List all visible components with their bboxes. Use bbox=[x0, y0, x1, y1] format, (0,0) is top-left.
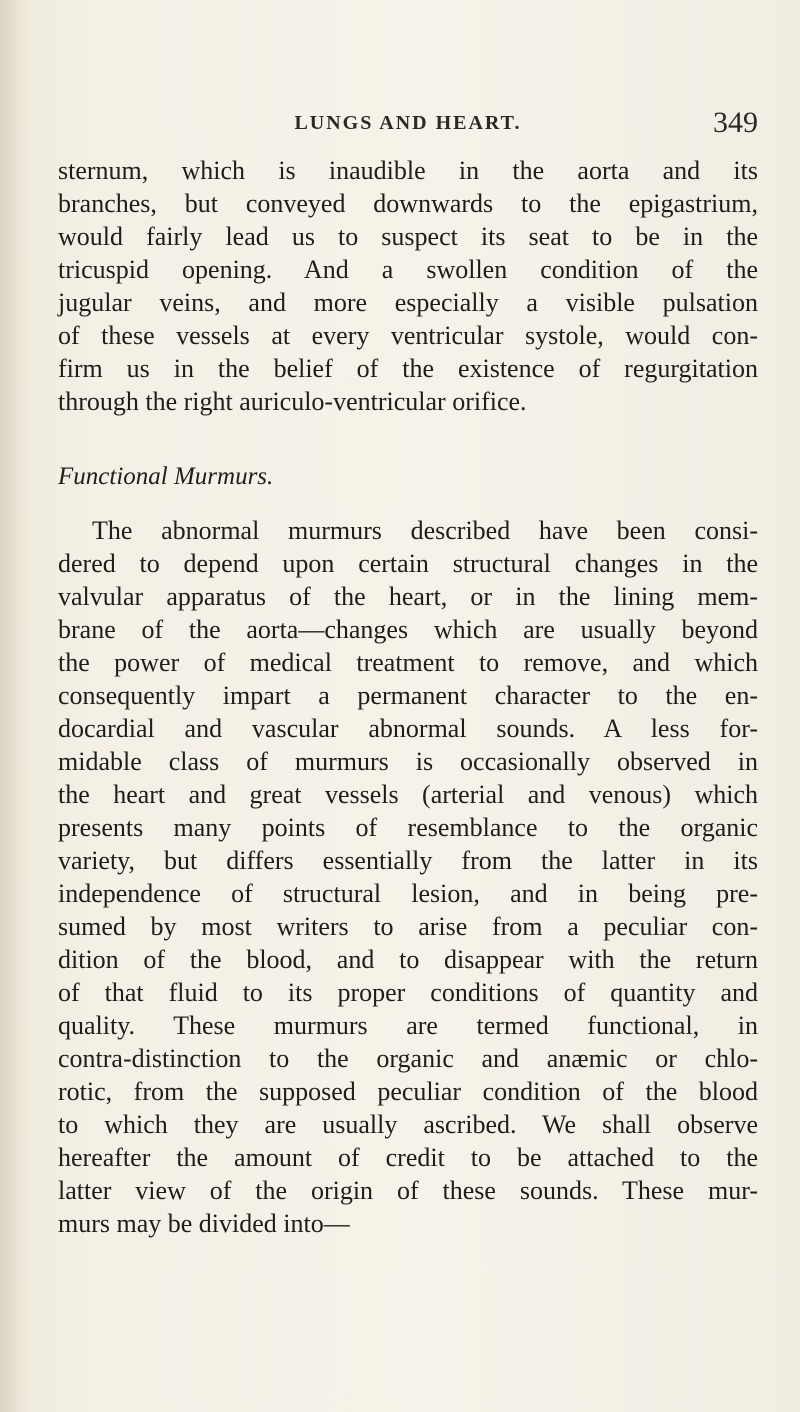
page-gutter-shadow bbox=[0, 0, 28, 1412]
text-line: to which they are usually ascribed. We shall observe bbox=[58, 1110, 758, 1139]
text-line: latter view of the origin of these sounds. These mur- bbox=[58, 1176, 758, 1205]
text-line: docardial and vascular abnormal sounds. A less for- bbox=[58, 714, 758, 743]
body-text bbox=[58, 154, 758, 1240]
text-line: The abnormal murmurs described have been consi- bbox=[92, 516, 758, 545]
text-line: quality. These murmurs are termed functional, in bbox=[58, 1011, 758, 1040]
text-line: sternum, which is inaudible in the aorta and its bbox=[58, 156, 758, 185]
text-line: brane of the aorta—changes which are usually beyond bbox=[58, 615, 758, 644]
text-line: midable class of murmurs is occasionally observed in bbox=[58, 747, 758, 776]
text-line: of these vessels at every ventricular systole, would con- bbox=[58, 321, 758, 350]
text-line: rotic, from the supposed peculiar condition of the blood bbox=[58, 1077, 758, 1106]
text-line: valvular apparatus of the heart, or in the lining mem- bbox=[58, 582, 758, 611]
text-line: firm us in the belief of the existence of regurgitation bbox=[58, 354, 758, 383]
text-line: independence of structural lesion, and in being pre- bbox=[58, 879, 758, 908]
text-line: contra-distinction to the organic and anæmic or chlo- bbox=[58, 1044, 758, 1073]
text-line: hereafter the amount of credit to be attached to the bbox=[58, 1143, 758, 1172]
text-line: would fairly lead us to suspect its seat to be in the bbox=[58, 222, 758, 251]
running-head: LUNGS AND HEART. bbox=[294, 112, 522, 134]
text-line: dered to depend upon certain structural changes in the bbox=[58, 549, 758, 578]
text-line: branches, but conveyed downwards to the epigastrium, bbox=[58, 189, 758, 218]
text-line: variety, but differs essentially from the latter in its bbox=[58, 846, 758, 875]
page-header bbox=[58, 106, 758, 140]
text-line: murs may be divided into— bbox=[58, 1209, 350, 1238]
text-line: through the right auriculo-ventricular orifice. bbox=[58, 387, 527, 416]
text-line: dition of the blood, and to disappear with the return bbox=[58, 945, 758, 974]
text-line: tricuspid opening. And a swollen condition of the bbox=[58, 255, 758, 284]
text-line: jugular veins, and more especially a visible pulsation bbox=[58, 288, 758, 317]
text-line: the heart and great vessels (arterial and venous) which bbox=[58, 780, 758, 809]
text-line: the power of medical treatment to remove, and which bbox=[58, 648, 758, 677]
text-line: consequently impart a permanent character to the en- bbox=[58, 681, 758, 710]
section-subheading: Functional Murmurs. bbox=[58, 463, 274, 490]
text-line: sumed by most writers to arise from a peculiar con- bbox=[58, 912, 758, 941]
text-line: of that fluid to its proper conditions of quantity and bbox=[58, 978, 758, 1007]
page-number: 349 bbox=[713, 106, 758, 139]
text-line: presents many points of resemblance to the organic bbox=[58, 813, 758, 842]
